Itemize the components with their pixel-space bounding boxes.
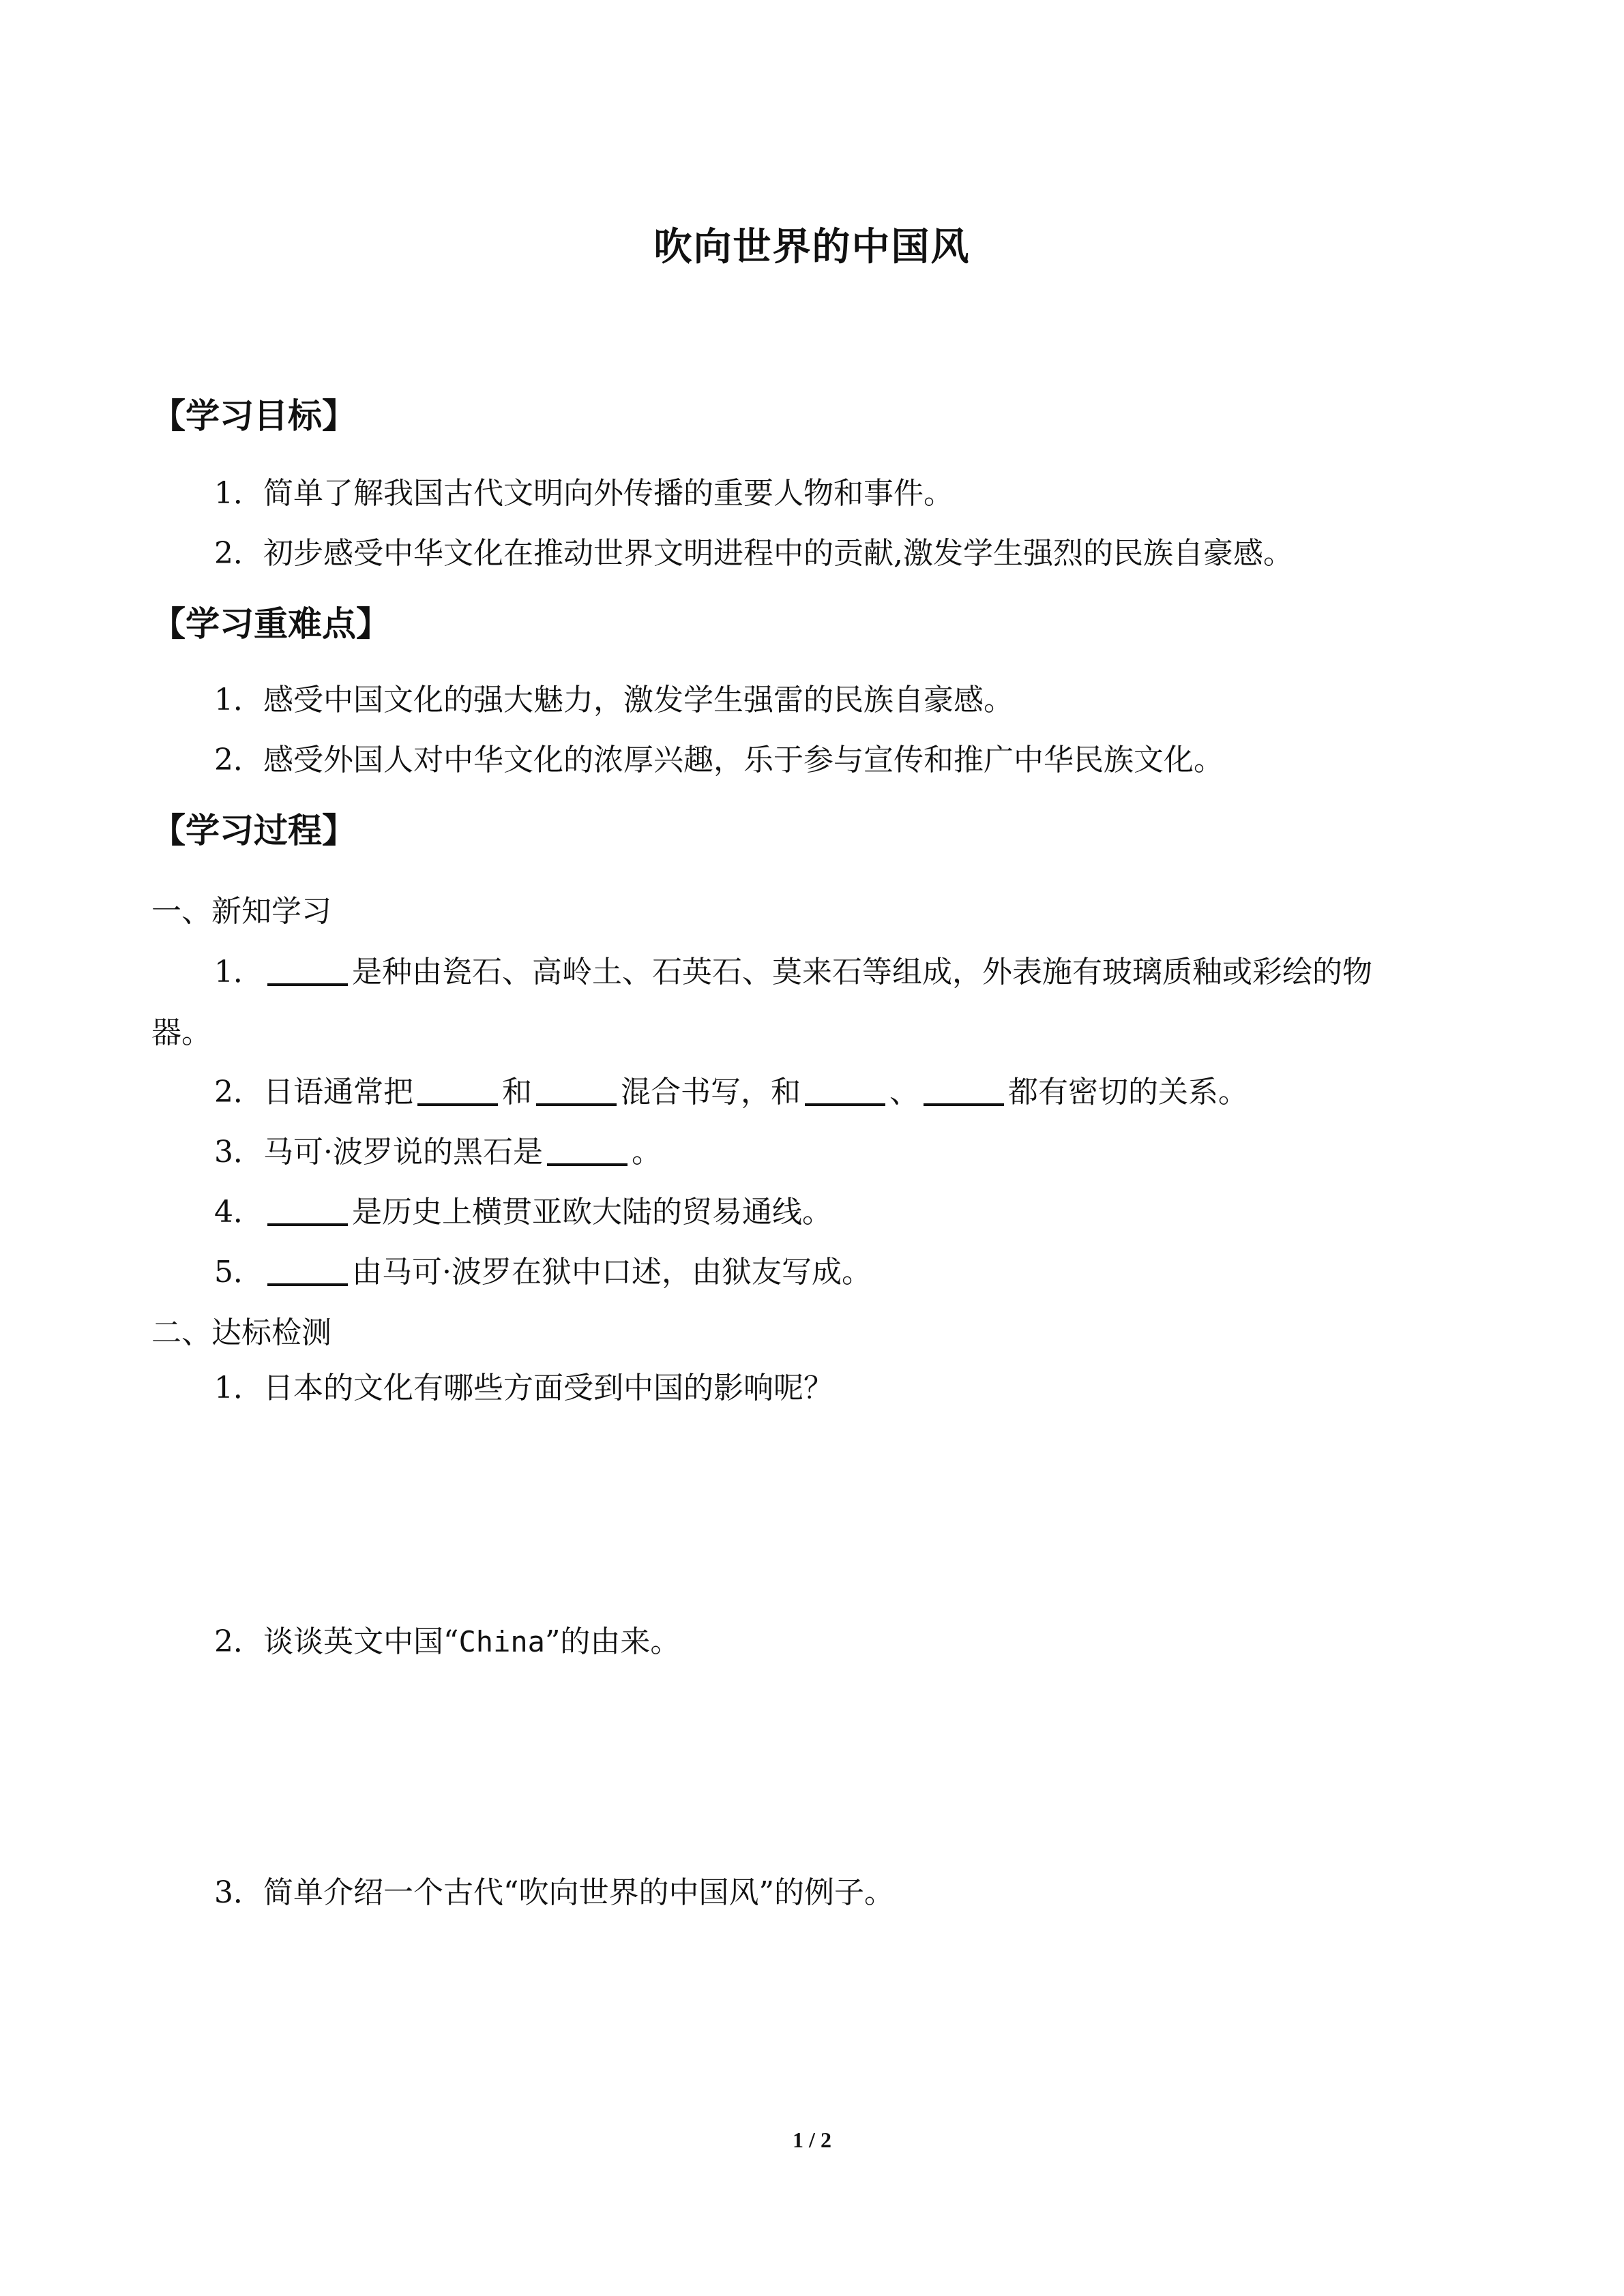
question-text: 简单介绍一个古代“吹向世界的中国风”的例子。 xyxy=(263,1875,894,1910)
key-point-item xyxy=(214,680,1014,721)
item-number: 2． xyxy=(214,743,263,777)
fill-blank-question xyxy=(214,1128,662,1173)
item-number: 5． xyxy=(214,1255,263,1289)
answer-blank[interactable] xyxy=(267,1252,348,1286)
latin-word: China xyxy=(458,1625,545,1658)
section-heading-key-points: 【学习重难点】 xyxy=(151,604,390,644)
item-text: 初步感受中华文化在推动世界文明进程中的贡献,激发学生强烈的民族自豪感。 xyxy=(263,536,1293,571)
question-text: 是历史上横贯亚欧大陆的贸易通线。 xyxy=(352,1195,832,1229)
item-number: 2． xyxy=(214,1075,263,1109)
question-text: ”的由来。 xyxy=(544,1624,681,1659)
fill-blank-question xyxy=(214,1248,872,1293)
open-question xyxy=(214,1622,680,1663)
question-text: 、 xyxy=(889,1075,919,1109)
question-text: 。 xyxy=(632,1135,662,1169)
goal-item xyxy=(214,473,954,514)
page-number: 1 / 2 xyxy=(793,2128,831,2152)
answer-blank[interactable] xyxy=(267,1192,348,1226)
question-text: 谈谈英文中国“ xyxy=(263,1624,459,1659)
question-text: 和 xyxy=(502,1075,532,1109)
question-text: 日语通常把 xyxy=(263,1075,413,1109)
question-text: 日本的文化有哪些方面受到中国的影响呢？ xyxy=(263,1371,833,1405)
answer-blank[interactable] xyxy=(417,1072,498,1106)
question-text: 混合书写，和 xyxy=(621,1075,801,1109)
section-heading-goals: 【学习目标】 xyxy=(151,396,356,436)
question-text: 由马可·波罗在狱中口述，由狱友写成。 xyxy=(352,1255,872,1289)
question-text: 是种由瓷石、高岭土、石英石、莫来石等组成，外表施有玻璃质釉或彩绘的物 xyxy=(352,955,1372,989)
goal-item xyxy=(214,533,1293,574)
question-text-continuation: 器。 xyxy=(151,1015,211,1050)
answer-blank[interactable] xyxy=(267,952,348,986)
item-number: 1． xyxy=(214,476,263,511)
item-number: 2． xyxy=(214,1624,263,1659)
fill-blank-question xyxy=(214,1188,832,1233)
key-point-item xyxy=(214,740,1224,781)
answer-blank[interactable] xyxy=(536,1072,617,1106)
item-number: 1． xyxy=(214,683,263,717)
item-number: 3． xyxy=(214,1875,263,1910)
question-text: 都有密切的关系。 xyxy=(1008,1075,1248,1109)
item-number: 2． xyxy=(214,536,263,571)
answer-blank[interactable] xyxy=(547,1132,628,1166)
item-text: 感受中国文化的强大魅力，激发学生强雷的民族自豪感。 xyxy=(263,683,1014,717)
fill-blank-question xyxy=(214,948,1372,993)
section-heading-process: 【学习过程】 xyxy=(151,811,356,850)
item-number: 3． xyxy=(214,1135,263,1169)
part-heading-new-knowledge: 一、新知学习 xyxy=(151,894,331,929)
item-number: 1． xyxy=(214,1371,263,1405)
item-text: 简单了解我国古代文明向外传播的重要人物和事件。 xyxy=(263,476,954,511)
answer-blank[interactable] xyxy=(805,1072,885,1106)
fill-blank-question xyxy=(214,1068,1248,1113)
part-heading-assessment: 二、达标检测 xyxy=(151,1315,331,1350)
question-text: 马可·波罗说的黑石是 xyxy=(263,1135,543,1169)
answer-blank[interactable] xyxy=(924,1072,1004,1106)
page-title: 吹向世界的中国风 xyxy=(653,225,971,269)
open-question xyxy=(214,1873,894,1913)
item-number: 4． xyxy=(214,1195,263,1229)
open-question xyxy=(214,1368,833,1409)
item-text: 感受外国人对中华文化的浓厚兴趣，乐于参与宣传和推广中华民族文化。 xyxy=(263,743,1224,777)
item-number: 1． xyxy=(214,955,263,989)
